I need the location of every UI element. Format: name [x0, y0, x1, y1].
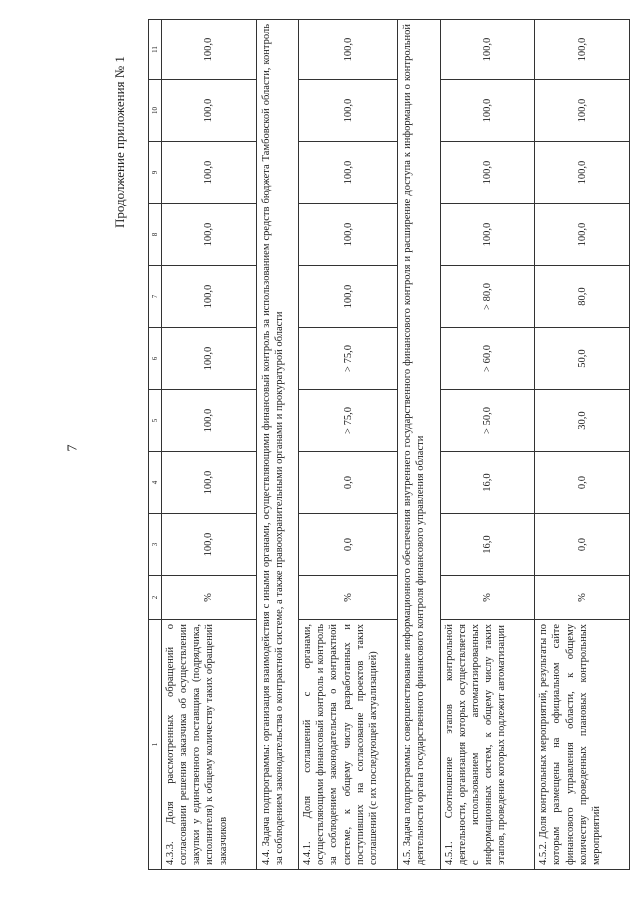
- colnum-cell: 3: [149, 514, 162, 576]
- indicator-name-cell: 4.4.1. Доля соглашений с органами, осуществляющими финансовый контроль и контроль за соблюдением законодательства о контрактной системе, к общему числу разработанных и поступивших на согласование проектов таких соглашений (с их последующей актуализацией): [299, 620, 398, 870]
- value-cell: 16,0: [440, 514, 535, 576]
- value-cell: 100,0: [162, 20, 257, 80]
- value-cell: 100,0: [162, 390, 257, 452]
- value-cell: 100,0: [440, 142, 535, 204]
- value-cell: 100,0: [440, 204, 535, 266]
- value-cell: 0,0: [535, 452, 630, 514]
- unit-cell: %: [440, 576, 535, 620]
- rotated-table-container: [148, 20, 630, 870]
- value-cell: 100,0: [162, 452, 257, 514]
- value-cell: 50,0: [535, 328, 630, 390]
- value-cell: 16,0: [440, 452, 535, 514]
- value-cell: > 60,0: [440, 328, 535, 390]
- value-cell: 100,0: [162, 328, 257, 390]
- value-cell: > 80,0: [440, 266, 535, 328]
- value-cell: 80,0: [535, 266, 630, 328]
- value-cell: 100,0: [299, 204, 398, 266]
- value-cell: 0,0: [535, 514, 630, 576]
- indicator-name-cell: 4.5.2. Доля контрольных мероприятий, результаты по которым размещены на официальном сайте финансового управления области, к общему количеству проведенных плановых контрольных мероприятий: [535, 620, 630, 870]
- colnum-cell: 8: [149, 204, 162, 266]
- column-number-row: [149, 20, 162, 870]
- colnum-cell: 4: [149, 452, 162, 514]
- value-cell: 100,0: [162, 142, 257, 204]
- task-row: [398, 20, 441, 870]
- value-cell: 0,0: [299, 452, 398, 514]
- value-cell: > 50,0: [440, 390, 535, 452]
- colnum-cell: 10: [149, 80, 162, 142]
- colnum-cell: 11: [149, 20, 162, 80]
- indicators-table: [148, 19, 630, 870]
- colnum-cell: 6: [149, 328, 162, 390]
- value-cell: 100,0: [535, 204, 630, 266]
- value-cell: 100,0: [299, 20, 398, 80]
- value-cell: 100,0: [299, 142, 398, 204]
- colnum-cell: 9: [149, 142, 162, 204]
- table-body: [149, 20, 630, 870]
- unit-cell: %: [299, 576, 398, 620]
- unit-cell: %: [535, 576, 630, 620]
- task-cell: 4.5. Задача подпрограммы: совершенствование информационного обеспечения внутреннего государственного финансового контроля и расширение доступа к информации о контрольной деятельности органа государственного финансового контроля финансового управления области: [398, 20, 441, 870]
- value-cell: 100,0: [162, 204, 257, 266]
- page-number: 7: [65, 444, 81, 452]
- colnum-cell: 2: [149, 576, 162, 620]
- indicator-row: [535, 20, 630, 870]
- value-cell: 30,0: [535, 390, 630, 452]
- value-cell: 0,0: [299, 514, 398, 576]
- task-cell: 4.4. Задача подпрограммы: организация взаимодействия с иными органами, осуществляющими финансовый контроль за использованием средств бюджета Тамбовской области, контроль за соблюдением законодательства о контрактной системе, а также правоохранительными органами и прокуратурой области: [256, 20, 299, 870]
- value-cell: 100,0: [440, 20, 535, 80]
- colnum-cell: 5: [149, 390, 162, 452]
- value-cell: 100,0: [162, 80, 257, 142]
- colnum-cell: 1: [149, 620, 162, 870]
- value-cell: 100,0: [162, 266, 257, 328]
- indicator-row: [299, 20, 398, 870]
- value-cell: 100,0: [162, 514, 257, 576]
- indicator-name-cell: 4.5.1. Соотношение этапов контрольной деятельности, организация которых осуществляется с использованием автоматизированных информационных систем, к общему числу таких этапов, проведение которых подлежит автоматизации: [440, 620, 535, 870]
- value-cell: 100,0: [299, 80, 398, 142]
- task-row: [256, 20, 299, 870]
- value-cell: 100,0: [535, 80, 630, 142]
- value-cell: > 75,0: [299, 328, 398, 390]
- value-cell: 100,0: [299, 266, 398, 328]
- value-cell: 100,0: [535, 142, 630, 204]
- continuation-label: Продолжение приложения № 1: [112, 56, 127, 228]
- indicator-row: [440, 20, 535, 870]
- value-cell: > 75,0: [299, 390, 398, 452]
- indicator-name-cell: 4.3.3. Доля рассмотренных обращений о согласовании решения заказчика об осуществлении закупки у единственного поставщика (подрядчика, исполнителя) к общему количеству таких обращений заказчиков: [162, 620, 257, 870]
- value-cell: 100,0: [440, 80, 535, 142]
- colnum-cell: 7: [149, 266, 162, 328]
- unit-cell: %: [162, 576, 257, 620]
- value-cell: 100,0: [535, 20, 630, 80]
- indicator-row: [162, 20, 257, 870]
